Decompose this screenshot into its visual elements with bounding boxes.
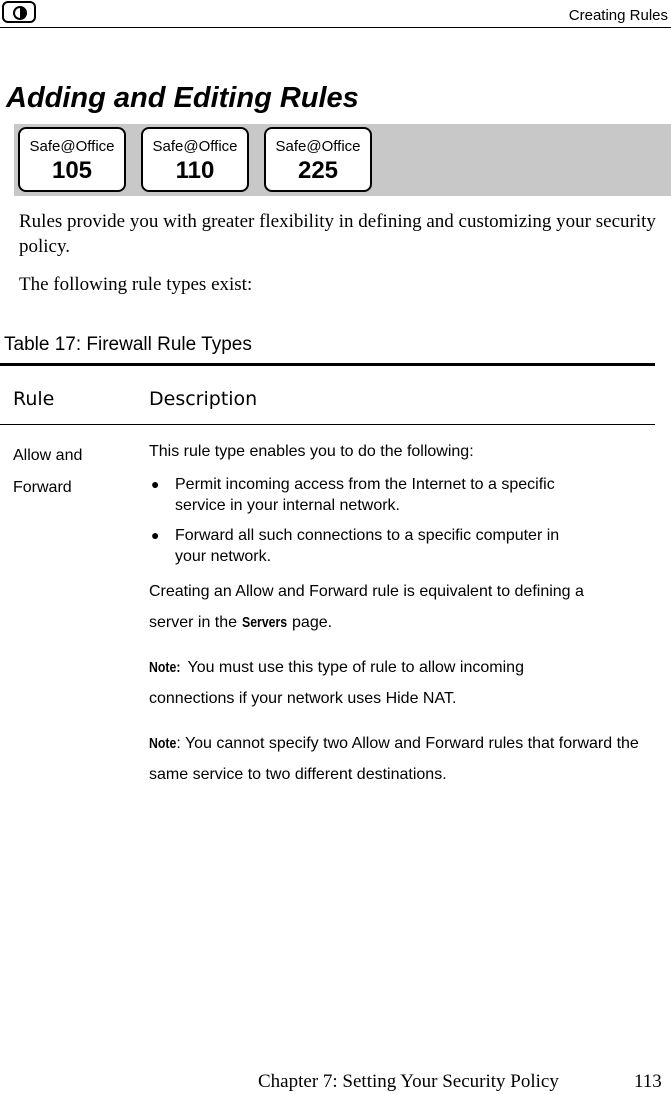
list-item: ● Forward all such connections to a specific computer in your network. — [151, 527, 560, 565]
bullet-icon: ● — [151, 527, 160, 543]
footer-page-number: 113 — [634, 1071, 662, 1092]
rule-name-line1: Allow and — [13, 447, 83, 464]
description-intro: This rule type enables you to do the following: — [149, 443, 474, 460]
equivalence-paragraph: Creating an Allow and Forward rule is equivalent to defining a server in the Servers page. — [149, 576, 589, 638]
list-item: ● Permit incoming access from the Internet to a specific service in your internal network. — [151, 476, 555, 514]
product-badge-110 — [141, 127, 249, 192]
eye-icon — [13, 6, 27, 20]
product-model: 110 — [175, 157, 215, 184]
product-applicability-bar — [14, 124, 671, 196]
table-caption: Table 17: Firewall Rule Types — [4, 334, 252, 355]
bullet-icon: ● — [151, 476, 160, 492]
servers-page-label: Servers — [241, 614, 287, 631]
column-header-rule: Rule — [13, 388, 55, 410]
product-brand: Safe@Office — [152, 138, 238, 155]
note-duplicate-forward: Note: You cannot specify two Allow and Forward rules that forward the same service to two different destinations. — [149, 728, 639, 790]
table-cell-description — [149, 441, 649, 790]
product-badge-105 — [18, 127, 126, 192]
chapter-logo-icon — [2, 1, 36, 23]
footer-chapter-title: Chapter 7: Setting Your Security Policy — [258, 1071, 559, 1092]
table-header-rule — [0, 424, 655, 425]
table-top-rule — [0, 363, 655, 366]
table-cell-rule — [13, 440, 123, 504]
header-divider — [0, 27, 671, 28]
product-brand: Safe@Office — [275, 138, 361, 155]
note-label: Note — [149, 735, 177, 752]
note-label: Note: — [149, 659, 181, 676]
section-title: Adding and Editing Rules — [6, 82, 359, 114]
running-header: Creating Rules — [568, 7, 668, 24]
note-hide-nat: Note: You must use this type of rule to allow incoming connections if your network uses Hide NAT. — [149, 652, 599, 714]
product-brand: Safe@Office — [29, 138, 115, 155]
rule-name-line2: Forward — [13, 479, 72, 496]
intro-lead-in: The following rule types exist: — [19, 274, 253, 295]
product-badge-225 — [264, 127, 372, 192]
description-bullets — [149, 474, 649, 567]
column-header-description: Description — [149, 388, 258, 410]
intro-paragraph: Rules provide you with greater flexibility in defining and customizing your security policy. — [19, 211, 656, 257]
product-model: 105 — [51, 157, 93, 184]
product-model: 225 — [297, 157, 339, 184]
